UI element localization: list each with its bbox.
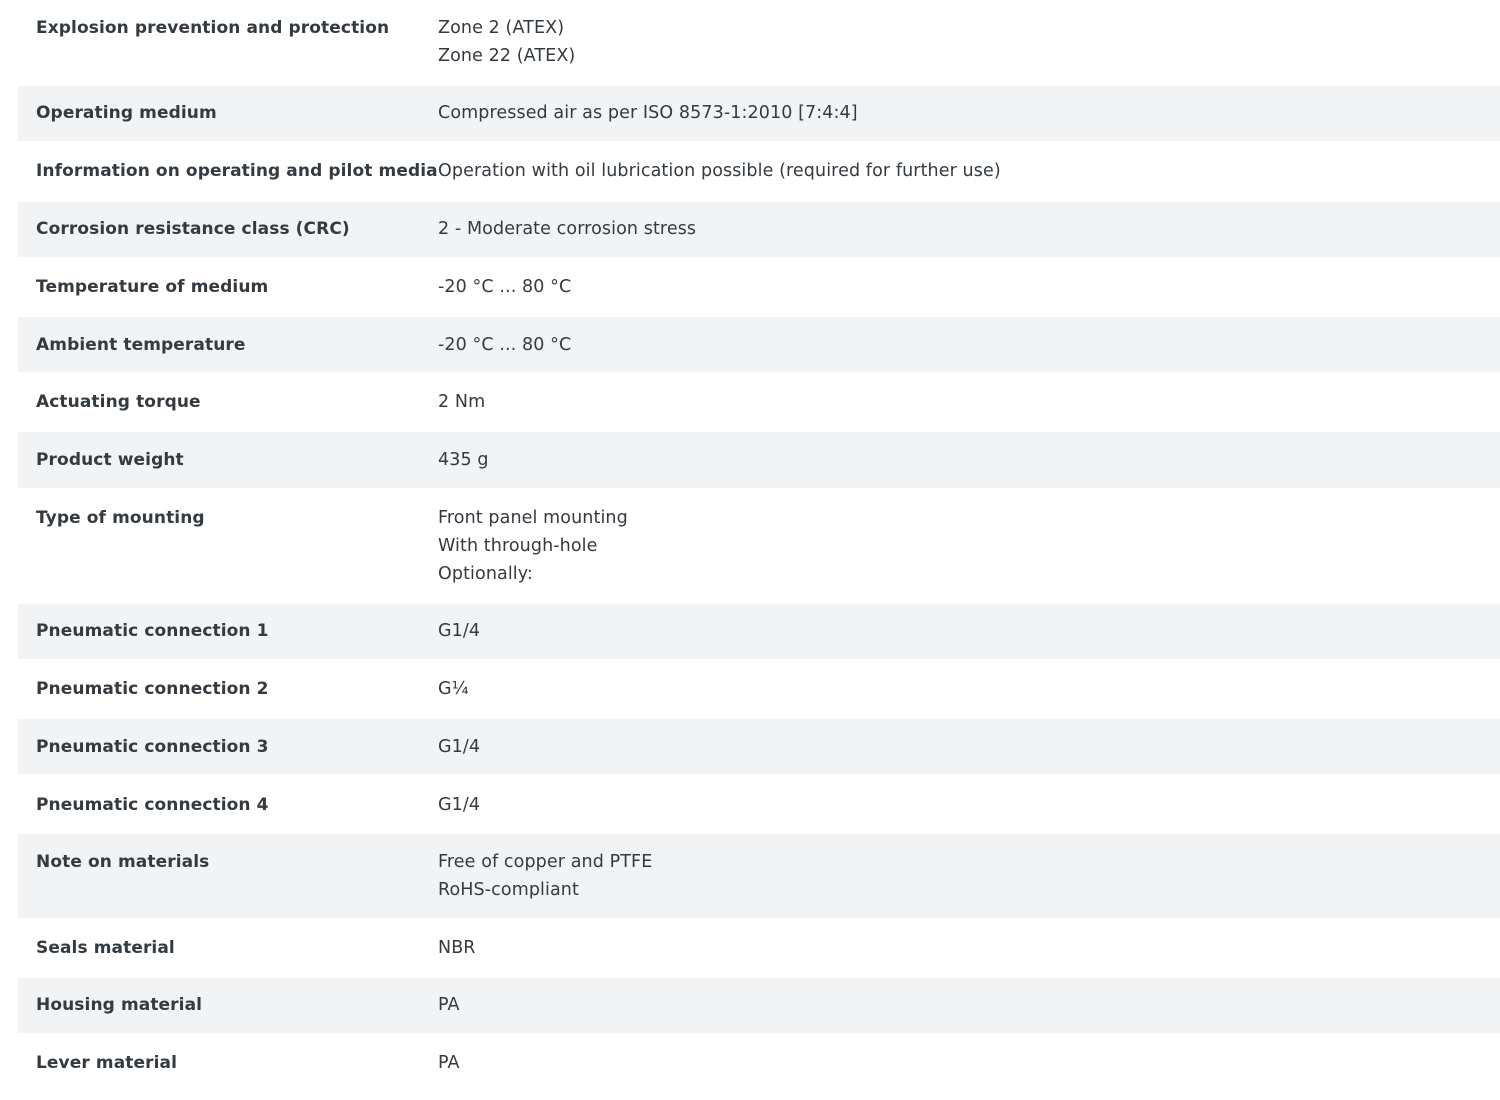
spec-value: Front panel mounting [438, 508, 628, 528]
spec-values [438, 675, 1500, 703]
spec-label: Type of mounting [36, 508, 205, 528]
spec-value: 435 g [438, 450, 489, 470]
spec-label: Note on materials [36, 852, 210, 872]
spec-row [18, 1033, 1500, 1100]
spec-label: Lever material [36, 1053, 178, 1073]
spec-row [18, 834, 1500, 918]
spec-value: PA [438, 1053, 460, 1073]
spec-label: Housing material [36, 995, 203, 1015]
spec-label: Temperature of medium [36, 277, 269, 297]
spec-row [18, 604, 1500, 659]
spec-values [438, 157, 1500, 185]
spec-values [438, 99, 1500, 127]
spec-row [18, 488, 1500, 604]
spec-values [438, 331, 1500, 359]
spec-label: Actuating torque [36, 392, 201, 412]
spec-value: G1/4 [438, 795, 481, 815]
spec-values [438, 934, 1500, 962]
spec-row [18, 774, 1500, 834]
spec-label: Explosion prevention and protection [36, 18, 390, 38]
spec-label: Corrosion resistance class (CRC) [36, 219, 350, 239]
spec-value: RoHS-compliant [438, 880, 579, 900]
spec-label: Ambient temperature [36, 335, 246, 355]
spec-values [438, 991, 1500, 1019]
spec-value: 2 Nm [438, 392, 486, 412]
spec-value: Zone 22 (ATEX) [438, 46, 576, 66]
spec-values [438, 14, 1500, 70]
spec-value: Operation with oil lubrication possible (required for further use) [438, 161, 1001, 181]
spec-label: Pneumatic connection 2 [36, 679, 269, 699]
spec-row [18, 918, 1500, 978]
spec-values [438, 215, 1500, 243]
spec-label: Information on operating and pilot media [36, 161, 438, 181]
spec-value: G1/4 [438, 621, 481, 641]
spec-value: NBR [438, 938, 476, 958]
spec-row [18, 659, 1500, 719]
spec-values [438, 733, 1500, 761]
spec-value: Optionally: [438, 564, 533, 584]
spec-values [438, 1049, 1500, 1077]
spec-value: Compressed air as per ISO 8573-1:2010 [7:4:4] [438, 103, 858, 123]
spec-label: Operating medium [36, 103, 217, 123]
spec-value: Free of copper and PTFE [438, 852, 653, 872]
spec-label: Seals material [36, 938, 175, 958]
spec-row [18, 978, 1500, 1033]
spec-label: Pneumatic connection 3 [36, 737, 269, 757]
spec-value: G1/4 [438, 737, 481, 757]
spec-row [18, 0, 1500, 86]
spec-row [18, 141, 1500, 202]
spec-row [18, 719, 1500, 774]
spec-row [18, 432, 1500, 488]
spec-label: Pneumatic connection 1 [36, 621, 269, 641]
spec-values [438, 848, 1500, 904]
spec-label: Product weight [36, 450, 184, 470]
spec-values [438, 273, 1500, 301]
spec-value: -20 °C ... 80 °C [438, 335, 572, 355]
spec-row [18, 257, 1500, 317]
spec-value: Zone 2 (ATEX) [438, 18, 565, 38]
spec-row [18, 86, 1500, 141]
spec-row [18, 202, 1500, 257]
spec-values [438, 617, 1500, 645]
spec-values [438, 504, 1500, 588]
spec-label: Pneumatic connection 4 [36, 795, 269, 815]
spec-value: G¼ [438, 679, 469, 699]
spec-value: 2 - Moderate corrosion stress [438, 219, 697, 239]
spec-values [438, 388, 1500, 416]
spec-values [438, 446, 1500, 474]
spec-value: -20 °C ... 80 °C [438, 277, 572, 297]
spec-values [438, 791, 1500, 819]
spec-row [18, 317, 1500, 372]
spec-value: With through-hole [438, 536, 598, 556]
spec-value: PA [438, 995, 460, 1015]
spec-row [18, 372, 1500, 432]
